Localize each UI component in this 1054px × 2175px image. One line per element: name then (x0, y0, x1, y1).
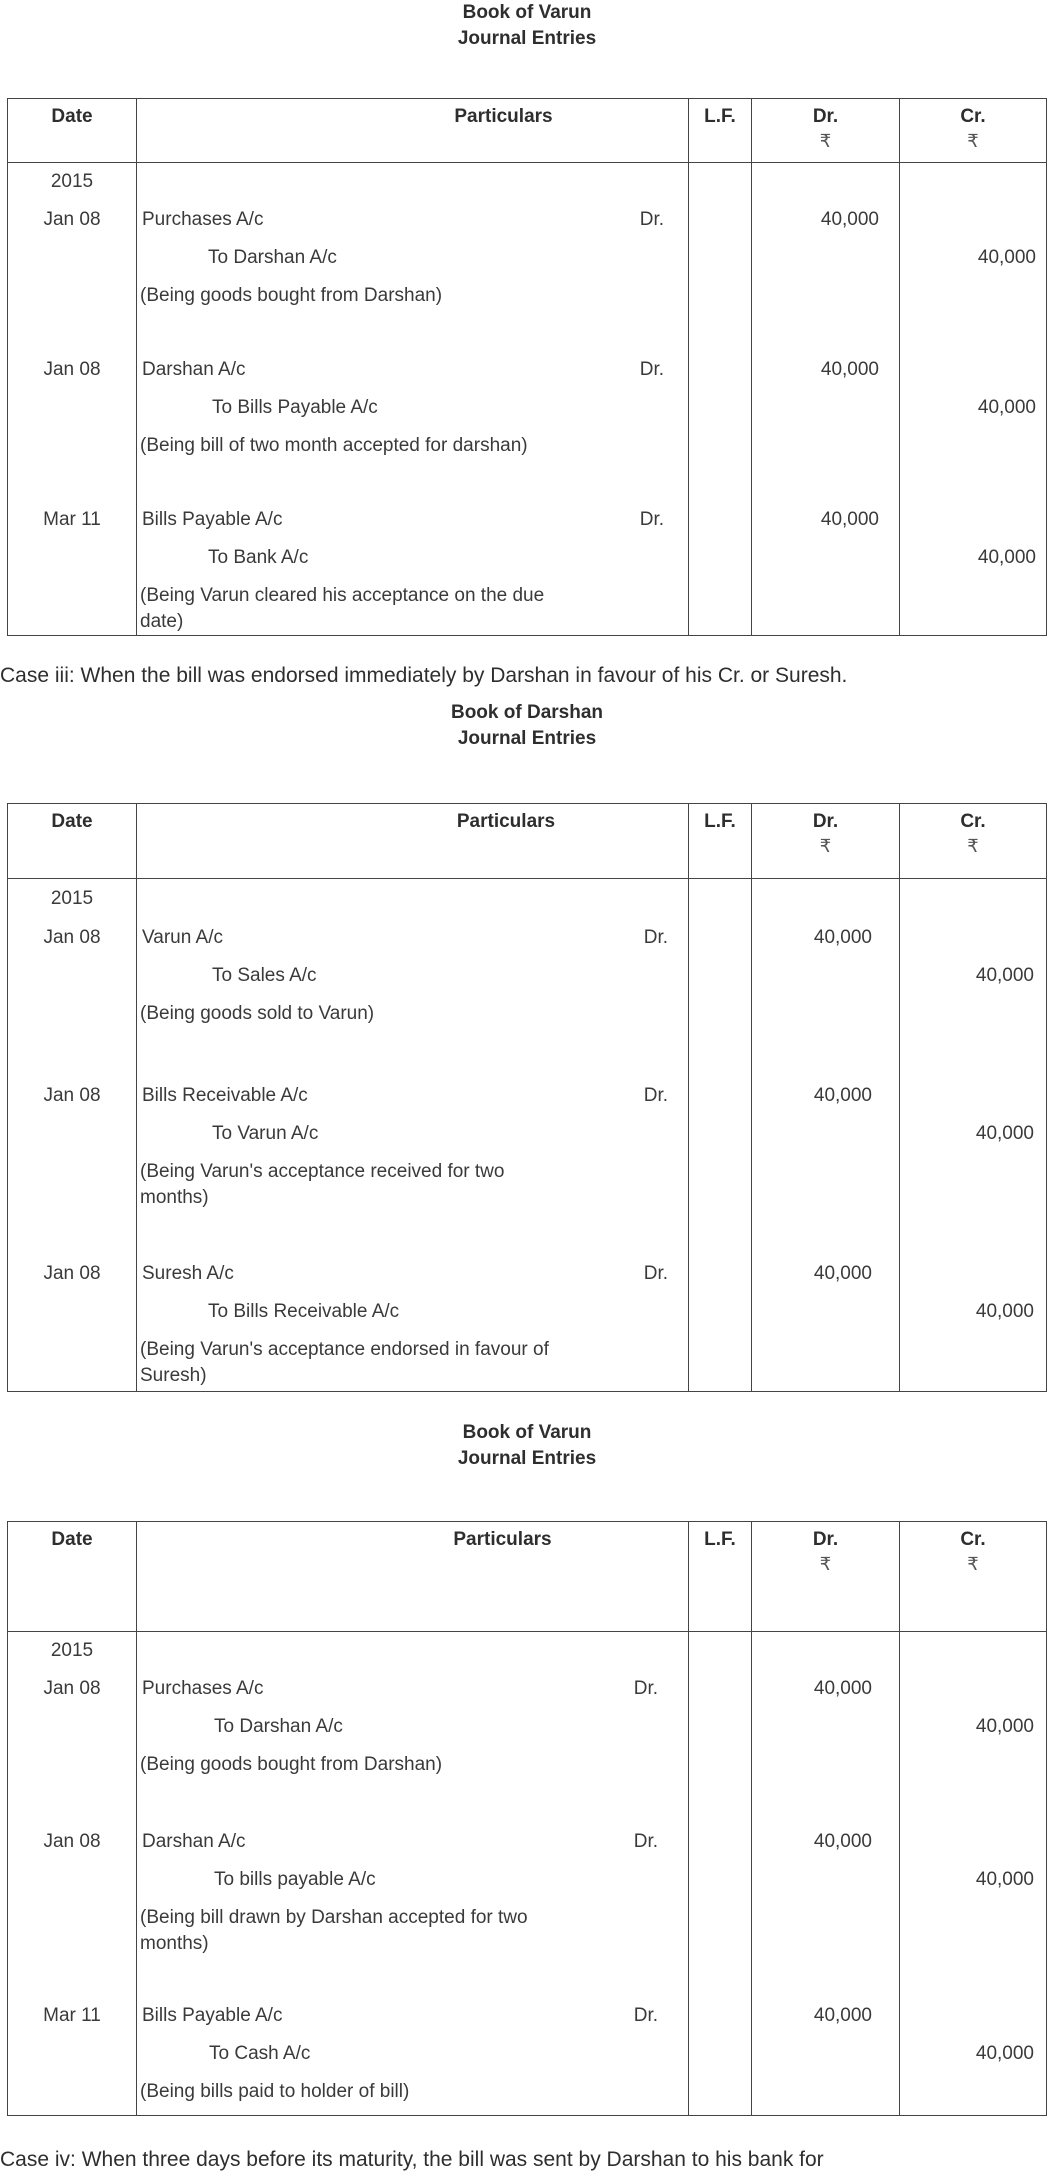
debit-account: Bills Payable A/c (142, 2005, 283, 2026)
lf-column (689, 1632, 752, 2116)
header-date: Date (8, 99, 137, 163)
cr-amount: 40,000 (975, 2043, 1034, 2064)
header-dr (752, 804, 900, 879)
year: 2015 (50, 888, 94, 909)
credit-account: To Varun A/c (212, 1123, 319, 1144)
header-lf: L.F. (689, 99, 752, 163)
credit-account: To Darshan A/c (214, 1716, 343, 1737)
particulars-column (137, 163, 689, 636)
currency-symbol: ₹ (819, 836, 832, 856)
entry-date: Jan 08 (43, 1263, 101, 1284)
currency-symbol: ₹ (819, 131, 832, 151)
entry-date: Mar 11 (43, 2005, 101, 2026)
debit-account: Suresh A/c (142, 1263, 234, 1284)
cr-amount: 40,000 (977, 247, 1036, 268)
credit-account: To Darshan A/c (208, 247, 337, 268)
debit-account: Darshan A/c (142, 1831, 246, 1852)
dr-label: Dr. (812, 811, 839, 832)
credit-account: To Bills Receivable A/c (208, 1301, 400, 1322)
dr-amount: 40,000 (813, 1678, 872, 1699)
entry-date: Jan 08 (43, 1678, 101, 1699)
dr-column (752, 163, 900, 636)
dr-label: Dr. (812, 106, 839, 127)
debit-account: Varun A/c (142, 927, 223, 948)
header-particulars: Particulars (137, 1522, 689, 1632)
dr-amount: 40,000 (813, 1085, 872, 1106)
dr-amount: 40,000 (820, 209, 879, 230)
date-column (8, 1632, 137, 2116)
dr-label: Dr. (812, 1529, 839, 1550)
date-column (8, 163, 137, 636)
dr-marker: Dr. (639, 209, 664, 230)
currency-symbol: ₹ (819, 1554, 832, 1574)
book-title: Book of Varun (462, 1422, 592, 1443)
header-cr (900, 804, 1047, 879)
narration: (Being goods bought from Darshan) (140, 1754, 443, 1775)
narration: (Being Varun's acceptance endorsed in favour of Suresh) (140, 1339, 549, 1386)
journal-entry (137, 201, 688, 351)
case-iii-text: Case iii: When the bill was endorsed immediately by Darshan in favour of his Cr. or Suresh. (0, 664, 848, 687)
cr-label: Cr. (960, 106, 986, 127)
journal-entry (137, 1997, 688, 2105)
narration: (Being goods bought from Darshan) (140, 285, 443, 306)
cr-amount: 40,000 (977, 547, 1036, 568)
journal-subtitle: Journal Entries (457, 1448, 597, 1469)
header-cr (900, 99, 1047, 163)
debit-account: Bills Receivable A/c (142, 1085, 308, 1106)
book-title: Book of Varun (462, 2, 592, 23)
narration: (Being goods sold to Varun) (140, 1003, 375, 1024)
lf-column (689, 879, 752, 1392)
cr-column (900, 879, 1047, 1392)
header-lf: L.F. (689, 804, 752, 879)
narration: (Being Varun cleared his acceptance on the due date) (140, 585, 545, 632)
entry-date: Jan 08 (43, 927, 101, 948)
book-title: Book of Darshan (450, 702, 604, 723)
journal-entry (137, 1077, 688, 1255)
header-particulars: Particulars (137, 804, 689, 879)
journal-subtitle: Journal Entries (457, 728, 597, 749)
table-body-row (8, 879, 1047, 1392)
dr-amount: 40,000 (813, 927, 872, 948)
credit-account: To bills payable A/c (214, 1869, 376, 1890)
debit-account: Purchases A/c (142, 209, 264, 230)
narration: (Being bill of two month accepted for darshan) (140, 435, 528, 456)
header-cr (900, 1522, 1047, 1632)
table-body-row (8, 1632, 1047, 2116)
dr-marker: Dr. (643, 927, 668, 948)
header-date: Date (8, 804, 137, 879)
credit-account: To Bills Payable A/c (212, 397, 378, 418)
journal-entry (137, 919, 688, 1077)
debit-account: Purchases A/c (142, 1678, 264, 1699)
entry-date: Mar 11 (43, 509, 101, 530)
dr-marker: Dr. (633, 1831, 658, 1852)
date-column (8, 879, 137, 1392)
dr-amount: 40,000 (813, 1831, 872, 1852)
journal-table (7, 803, 1047, 1392)
header-dr (752, 99, 900, 163)
dr-column (752, 879, 900, 1392)
dr-amount: 40,000 (813, 1263, 872, 1284)
journal-entry (137, 1670, 688, 1823)
dr-amount: 40,000 (820, 359, 879, 380)
header-dr (752, 1522, 900, 1632)
table-body-row (8, 163, 1047, 636)
cr-amount: 40,000 (975, 1716, 1034, 1737)
debit-account: Bills Payable A/c (142, 509, 283, 530)
dr-marker: Dr. (639, 359, 664, 380)
currency-symbol: ₹ (967, 131, 979, 151)
journal-table (7, 1521, 1047, 2116)
narration: (Being bills paid to holder of bill) (140, 2081, 410, 2102)
case-iv-text: Case iv: When three days before its maturity, the bill was sent by Darshan to his bank for (0, 2148, 824, 2171)
credit-account: To Bank A/c (208, 547, 309, 568)
narration: (Being Varun's acceptance received for two months) (140, 1161, 505, 1208)
journal-entry (137, 351, 688, 501)
entry-date: Jan 08 (43, 1831, 101, 1852)
cr-amount: 40,000 (975, 1123, 1034, 1144)
header-date: Date (8, 1522, 137, 1632)
debit-account: Darshan A/c (142, 359, 246, 380)
narration: (Being bill drawn by Darshan accepted for two months) (140, 1907, 528, 1954)
journal-entry (137, 1255, 688, 1389)
entry-date: Jan 08 (43, 209, 101, 230)
dr-marker: Dr. (643, 1085, 668, 1106)
cr-column (900, 163, 1047, 636)
dr-column (752, 1632, 900, 2116)
journal-entry (137, 1823, 688, 1997)
entry-date: Jan 08 (43, 359, 101, 380)
credit-account: To Cash A/c (209, 2043, 311, 2064)
dr-amount: 40,000 (820, 509, 879, 530)
entry-date: Jan 08 (43, 1085, 101, 1106)
currency-symbol: ₹ (967, 1554, 979, 1574)
journal-subtitle: Journal Entries (457, 28, 597, 49)
cr-column (900, 1632, 1047, 2116)
dr-marker: Dr. (633, 1678, 658, 1699)
dr-marker: Dr. (643, 1263, 668, 1284)
cr-amount: 40,000 (975, 1301, 1034, 1322)
particulars-column (137, 1632, 689, 2116)
cr-amount: 40,000 (975, 1869, 1034, 1890)
currency-symbol: ₹ (967, 836, 979, 856)
cr-label: Cr. (960, 811, 986, 832)
header-particulars: Particulars (137, 99, 689, 163)
journal-table (7, 98, 1047, 636)
header-lf: L.F. (689, 1522, 752, 1632)
year: 2015 (50, 171, 94, 192)
cr-label: Cr. (960, 1529, 986, 1550)
dr-marker: Dr. (639, 509, 664, 530)
dr-marker: Dr. (633, 2005, 658, 2026)
lf-column (689, 163, 752, 636)
cr-amount: 40,000 (975, 965, 1034, 986)
journal-entry (137, 501, 688, 635)
cr-amount: 40,000 (977, 397, 1036, 418)
particulars-column (137, 879, 689, 1392)
dr-amount: 40,000 (813, 2005, 872, 2026)
credit-account: To Sales A/c (212, 965, 317, 986)
year: 2015 (50, 1640, 94, 1661)
